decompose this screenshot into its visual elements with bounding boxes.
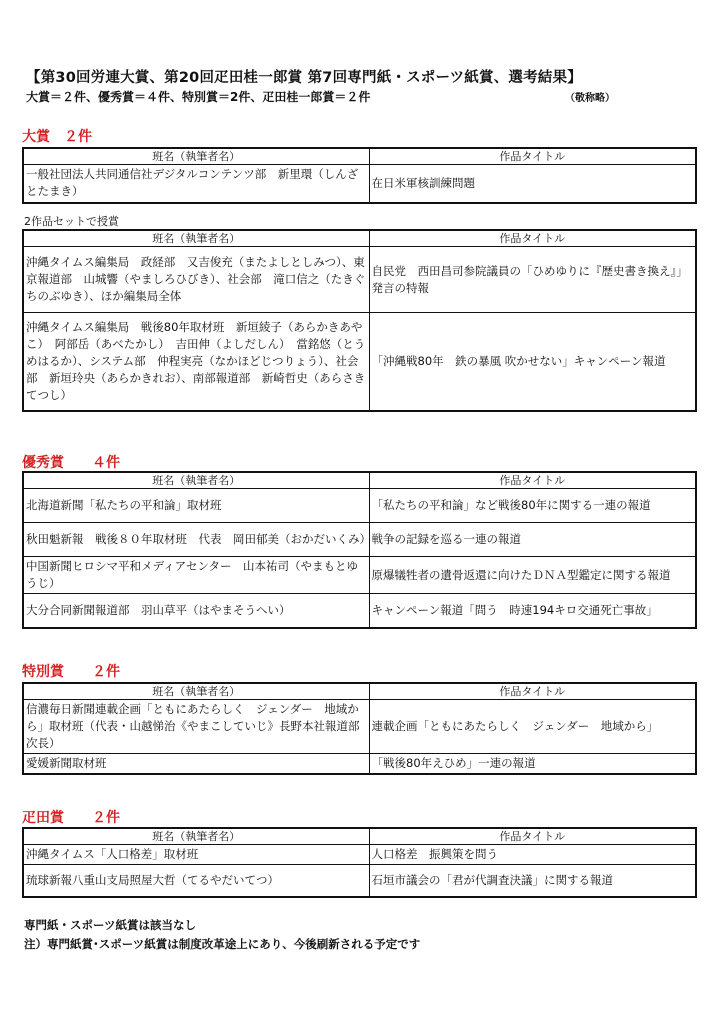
table-row [23,865,696,897]
page-title: 【第30回労連大賞、第20回疋田桂一郎賞 第7回専門紙・スポーツ紙賞、選考結果】 [26,70,582,86]
team-cell: 沖縄タイムス「人口格差」取材班 [23,845,369,865]
table-header-row [23,148,696,165]
footer-no-award: 専門紙・スポーツ紙賞は該当なし [24,918,197,932]
header-work: 作品タイトル [369,148,696,165]
special-table [22,682,697,775]
grand-prize-set-table [22,229,697,412]
header-team: 班名（執筆者名） [23,148,369,165]
table-header-row [23,230,696,247]
table-row [23,754,696,775]
team-cell: 沖縄タイムス編集局 戦後80年取材班 新垣綾子（あらかきあやこ） 阿部岳（あべたかし） 吉田伸（よしだしん） 當銘悠（とうめはるか）、システム部 仲程実亮（なかほどじつりょう）、社会部 新垣玲央（あらかきれお）、南部報道部 新崎哲史（あらさきてつし） [23,313,369,411]
header-team: 班名（執筆者名） [23,230,369,247]
hikita-heading: 疋田賞 ２件 [22,810,120,826]
excellence-table [22,471,697,629]
table-row [23,700,696,754]
grand-prize-heading: 大賞 ２件 [22,129,92,145]
summary-line: 大賞＝２件、優秀賞＝４件、特別賞＝2件、疋田桂一郎賞＝２件 [26,90,371,104]
team-cell: 一般社団法人共同通信社デジタルコンテンツ部 新里環（しんざとたまき） [23,165,369,203]
table-row [23,594,696,628]
work-cell: 連載企画「ともにあたらしく ジェンダー 地域から」 [369,700,696,754]
table-row [23,557,696,594]
work-cell: 戦争の記録を巡る一連の報道 [369,523,696,557]
team-cell: 中国新聞ヒロシマ平和メディアセンター 山本祐司（やまもとゆうじ） [23,557,369,594]
footer-note: 注）専門紙賞･スポーツ紙賞は制度改革途上にあり、今後刷新される予定です [24,937,421,951]
team-cell: 信濃毎日新聞連載企画「ともにあたらしく ジェンダー 地域から」取材班（代表・山越悌治《やまこしていじ》長野本社報道部次長） [23,700,369,754]
set-award-note: 2作品セットで授賞 [24,215,119,228]
table-row [23,165,696,203]
special-heading: 特別賞 ２件 [22,664,120,680]
header-work: 作品タイトル [369,472,696,489]
team-cell: 秋田魁新報 戦後８０年取材班 代表 岡田郁美（おかだいくみ） [23,523,369,557]
header-team: 班名（執筆者名） [23,828,369,845]
header-work: 作品タイトル [369,230,696,247]
header-work: 作品タイトル [369,683,696,700]
table-header-row [23,472,696,489]
honorific-note: （敬称略） [565,93,615,104]
table-row [23,845,696,865]
grand-prize-table [22,147,697,204]
hikita-table [22,827,697,898]
header-work: 作品タイトル [369,828,696,845]
header-team: 班名（執筆者名） [23,472,369,489]
team-cell: 愛媛新聞取材班 [23,754,369,775]
table-header-row [23,828,696,845]
work-cell: 自民党 西田昌司参院議員の「ひめゆりに『歴史書き換え』」発言の特報 [369,247,696,313]
table-header-row [23,683,696,700]
table-row [23,523,696,557]
work-cell: 人口格差 振興策を問う [369,845,696,865]
work-cell: 「私たちの平和論」など戦後80年に関する一連の報道 [369,489,696,523]
team-cell: 大分合同新聞報道部 羽山草平（はやまそうへい） [23,594,369,628]
team-cell: 琉球新報八重山支局照屋大哲（てるやだいてつ） [23,865,369,897]
team-cell: 北海道新聞「私たちの平和論」取材班 [23,489,369,523]
table-row [23,489,696,523]
work-cell: 「沖縄戦80年 鉄の暴風 吹かせない」キャンペーン報道 [369,313,696,411]
header-team: 班名（執筆者名） [23,683,369,700]
table-row [23,313,696,411]
work-cell: 在日米軍核訓練問題 [369,165,696,203]
work-cell: 石垣市議会の「君が代調査決議」に関する報道 [369,865,696,897]
work-cell: 「戦後80年えひめ」一連の報道 [369,754,696,775]
table-row [23,247,696,313]
team-cell: 沖縄タイムス編集局 政経部 又吉俊充（またよしとしみつ）、東京報道部 山城響（やましろひびき）、社会部 滝口信之（たきぐちのぶゆき）、ほか編集局全体 [23,247,369,313]
work-cell: キャンペーン報道「問う 時速194キロ交通死亡事故」 [369,594,696,628]
work-cell: 原爆犠牲者の遺骨返還に向けたＤＮＡ型鑑定に関する報道 [369,557,696,594]
excellence-heading: 優秀賞 ４件 [22,455,120,471]
